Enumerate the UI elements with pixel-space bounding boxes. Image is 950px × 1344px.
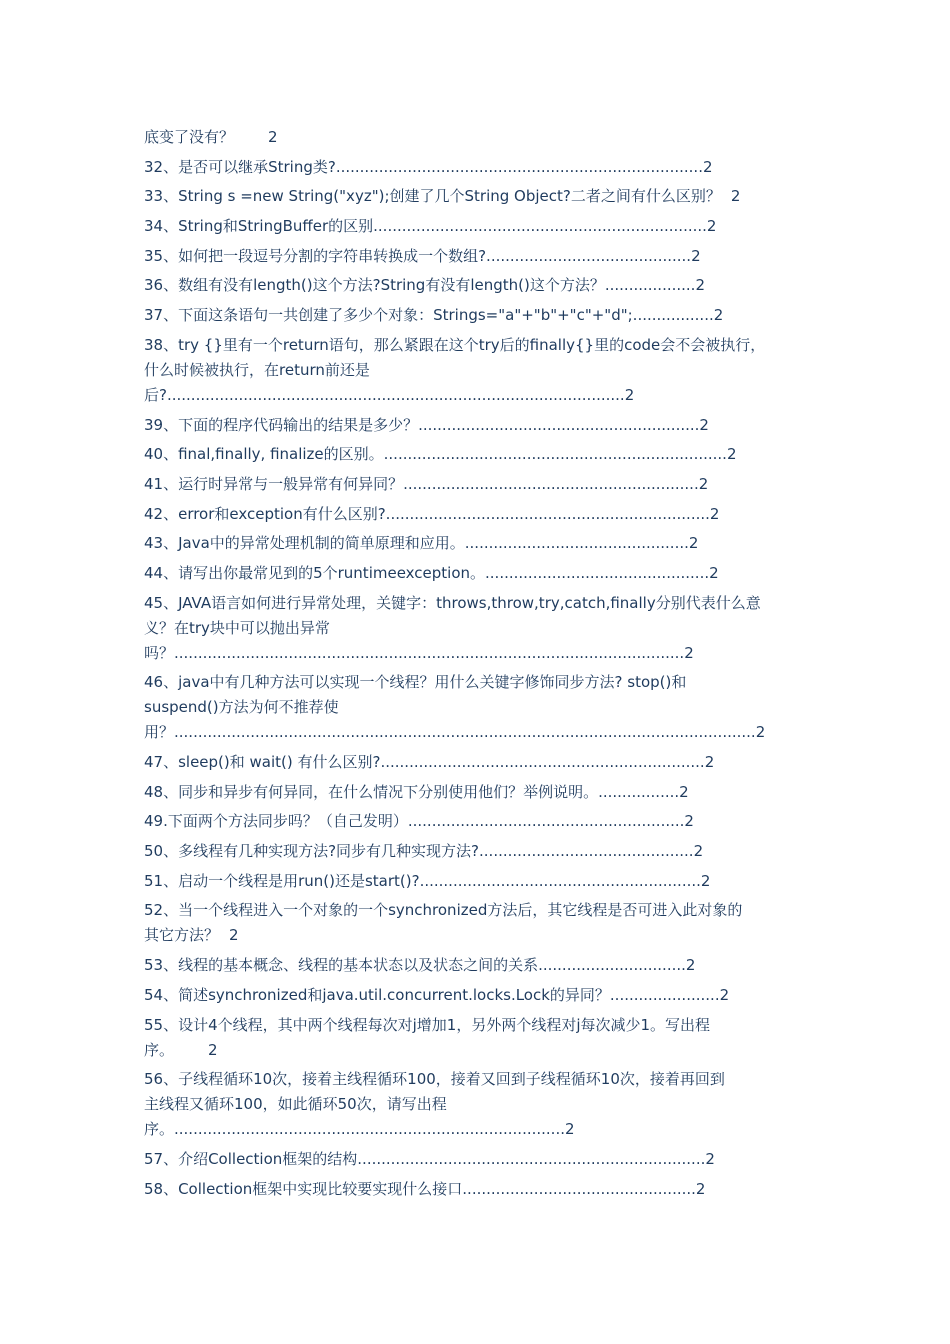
toc-page-number: 2 (684, 812, 694, 831)
toc-entry-text: 51、启动一个线程是用run()还是start()?........................................................... (144, 871, 701, 890)
toc-entry-text: 39、下面的程序代码输出的结果是多少？........................................................... (144, 415, 700, 434)
toc-page-number: 2 (564, 1120, 575, 1139)
toc-entry-line (144, 214, 814, 239)
toc-page-number: 2 (699, 415, 709, 434)
toc-entry[interactable] (144, 442, 814, 467)
toc-entry-line (144, 472, 814, 497)
toc-entry-text: 36、数组有没有length()这个方法?String有没有length()这个方法？................... (144, 276, 696, 295)
toc-entry-text: 35、如何把一段逗号分割的字符串转换成一个数组?........................................... (144, 246, 692, 265)
toc-entry-line (144, 1177, 814, 1202)
toc-entry-text: 吗？........................................................................................................... (144, 643, 685, 662)
toc-entry-line (144, 641, 814, 666)
toc-entry[interactable] (144, 1147, 814, 1172)
toc-entry-line (144, 561, 814, 586)
toc-entry-line (144, 839, 814, 864)
toc-entry-line (144, 983, 814, 1008)
toc-entry-line (144, 1038, 814, 1063)
toc-entry-line (144, 898, 814, 923)
toc-entry-text: suspend()方法为何不推荐使 (144, 698, 339, 717)
toc-entry-line (144, 155, 814, 180)
toc-page-number: 2 (268, 128, 278, 146)
toc-entry[interactable] (144, 780, 814, 805)
toc-entry-line (144, 695, 814, 720)
toc-page-number: 2 (713, 306, 724, 325)
toc-entry[interactable] (144, 591, 814, 666)
toc-page-number: 2 (229, 926, 239, 945)
toc-entry[interactable] (144, 670, 814, 745)
toc-page-number: 2 (709, 504, 720, 523)
toc-entry-line (144, 358, 814, 383)
toc-entry[interactable] (144, 750, 814, 775)
toc-entry-text: 主线程又循环100，如此循环50次，请写出程 (144, 1095, 447, 1114)
toc-entry-text: 义？在try块中可以抛出异常 (144, 618, 330, 637)
toc-entry-text: 54、简述synchronized和java.util.concurrent.locks.Lock的异同？....................... (144, 985, 720, 1004)
toc-entry-line (144, 303, 814, 328)
toc-entry-text: 32、是否可以继承String类?............................................................................. (144, 157, 703, 176)
toc-entry[interactable] (144, 809, 814, 834)
toc-entry-text: 45、JAVA语言如何进行异常处理，关键字：throws,throw,try,catch,finally分别代表什么意 (144, 593, 761, 612)
toc-entry-line (144, 333, 814, 358)
toc-entry-line (144, 616, 814, 641)
toc-entry[interactable] (144, 502, 814, 527)
toc-page-number: 2 (719, 985, 730, 1004)
toc-entry[interactable] (144, 1177, 814, 1202)
toc-entry[interactable] (144, 953, 814, 978)
toc-entry-text: 52、当一个线程进入一个对象的一个synchronized方法后，其它线程是否可进入此对象的 (144, 901, 743, 920)
toc-entry-line (144, 953, 814, 978)
toc-entry-text: 底变了没有？ (144, 128, 235, 146)
toc-page-number: 2 (624, 385, 635, 404)
toc-entry[interactable] (144, 244, 814, 269)
toc-entry-text: 42、error和exception有什么区别?.................................................................... (144, 504, 710, 523)
toc-page-number: 2 (704, 753, 715, 771)
toc-entry[interactable] (144, 869, 814, 894)
toc-entry[interactable] (144, 155, 814, 180)
toc-entry-text: 55、设计4个线程，其中两个线程每次对j增加1，另外两个线程对j每次减少1。写出程 (144, 1015, 711, 1034)
toc-page-number: 2 (730, 187, 741, 206)
toc-page-number: 2 (679, 782, 689, 801)
toc-entry[interactable] (144, 125, 814, 150)
toc-entry-line (144, 923, 814, 948)
toc-entry-text: 33、String s =new String("xyz");创建了几个String Object?二者之间有什么区别？ (144, 187, 721, 206)
toc-page-number: 2 (691, 246, 701, 265)
toc-entry-line (144, 273, 814, 298)
toc-page-number: 2 (706, 217, 717, 236)
toc-page-number: 2 (695, 1179, 706, 1198)
toc-entry-line (144, 442, 814, 467)
toc-entry-text: 37、下面这条语句一共创建了多少个对象：Strings="a"+"b"+"c"+"d";................. (144, 306, 714, 325)
toc-entry-line (144, 780, 814, 805)
toc-page-number: 2 (755, 723, 766, 742)
toc-entry[interactable] (144, 214, 814, 239)
toc-entry-text: 57、介绍Collection框架的结构......................................................................... (144, 1149, 706, 1168)
toc-entry[interactable] (144, 273, 814, 298)
toc-page-number: 2 (695, 276, 705, 295)
toc-entry[interactable] (144, 898, 814, 948)
toc-entry[interactable] (144, 1067, 814, 1142)
toc-entry[interactable] (144, 184, 814, 209)
toc-entry-text: 什么时候被执行，在return前还是 (144, 360, 370, 379)
toc-entry-text: 44、请写出你最常见到的5个runtimeexception。............................................... (144, 563, 710, 582)
toc-entry-line (144, 869, 814, 894)
toc-entry-text: 用？.......................................................................................................................... (144, 723, 756, 742)
toc-page-number: 2 (688, 534, 699, 553)
toc-entry[interactable] (144, 839, 814, 864)
toc-entry-text: 46、java中有几种方法可以实现一个线程？用什么关键字修饰同步方法? stop()和 (144, 673, 687, 692)
toc-entry-text: 48、同步和异步有何异同，在什么情况下分别使用他们？举例说明。................. (144, 782, 680, 801)
toc-entry-line (144, 809, 814, 834)
toc-entry-line (144, 502, 814, 527)
toc-entry-line (144, 383, 814, 408)
toc-entry-text: 序。.................................................................................. (144, 1120, 565, 1139)
toc-entry-text: 后?................................................................................................ (144, 385, 625, 404)
toc-entry-line (144, 1092, 814, 1117)
toc-page-number: 2 (702, 157, 713, 176)
toc-page-number: 2 (693, 842, 704, 861)
toc-entry-text: 34、String和StringBuffer的区别...................................................................... (144, 217, 707, 236)
toc-entry-text: 56、子线程循环10次，接着主线程循环100，接着又回到子线程循环10次，接着再回到 (144, 1070, 725, 1089)
toc-entry[interactable] (144, 472, 814, 497)
toc-page-number: 2 (698, 474, 709, 493)
toc-entry[interactable] (144, 333, 814, 408)
toc-page-number: 2 (726, 445, 737, 464)
toc-entry-text: 38、try {}里有一个return语句，那么紧跟在这个try后的finally{}里的code会不会被执行， (144, 335, 766, 354)
toc-entry-line (144, 670, 814, 695)
toc-entry-line (144, 413, 814, 438)
toc-entry-line (144, 1117, 814, 1142)
toc-entry-line (144, 531, 814, 556)
toc-entry-line (144, 720, 814, 745)
toc-entry-text: 41、运行时异常与一般异常有何异同？.............................................................. (144, 474, 699, 493)
toc-page-number: 2 (700, 871, 711, 890)
toc-entry-text: 43、Java中的异常处理机制的简单原理和应用。............................................... (144, 534, 689, 553)
toc-entry[interactable] (144, 983, 814, 1008)
toc-entry-line (144, 1013, 814, 1038)
toc-entry[interactable] (144, 1013, 814, 1063)
toc-entry-line (144, 184, 814, 209)
toc-page-number: 2 (705, 1149, 715, 1168)
toc-entry[interactable] (144, 303, 814, 328)
toc-entry-line (144, 750, 814, 775)
toc-entry-line (144, 1067, 814, 1092)
toc-entry-line (144, 591, 814, 616)
toc-entry-line (144, 1147, 814, 1172)
toc-entry-text: 58、Collection框架中实现比较要实现什么接口................................................. (144, 1179, 696, 1198)
toc-entry-text: 49.下面两个方法同步吗？（自己发明）.......................................................... (144, 812, 685, 831)
table-of-contents (144, 125, 814, 1206)
toc-page-number: 2 (709, 563, 719, 582)
toc-entry[interactable] (144, 561, 814, 586)
toc-page-number: 2 (684, 643, 694, 662)
toc-entry-text: 47、sleep()和 wait() 有什么区别?.................................................................... (144, 753, 705, 771)
toc-entry-text: 其它方法？ (144, 926, 220, 945)
toc-page-number: 2 (208, 1040, 218, 1059)
toc-entry[interactable] (144, 531, 814, 556)
toc-entry-text: 序。 (144, 1040, 175, 1059)
toc-entry-text: 50、多线程有几种实现方法?同步有几种实现方法?............................................. (144, 842, 694, 861)
toc-entry-text: 53、线程的基本概念、线程的基本状态以及状态之间的关系............................... (144, 956, 686, 975)
toc-entry-line (144, 125, 814, 150)
toc-page-number: 2 (685, 956, 696, 975)
toc-entry[interactable] (144, 413, 814, 438)
toc-entry-text: 40、final,finally, finalize的区别。........................................................................ (144, 445, 727, 464)
toc-entry-line (144, 244, 814, 269)
